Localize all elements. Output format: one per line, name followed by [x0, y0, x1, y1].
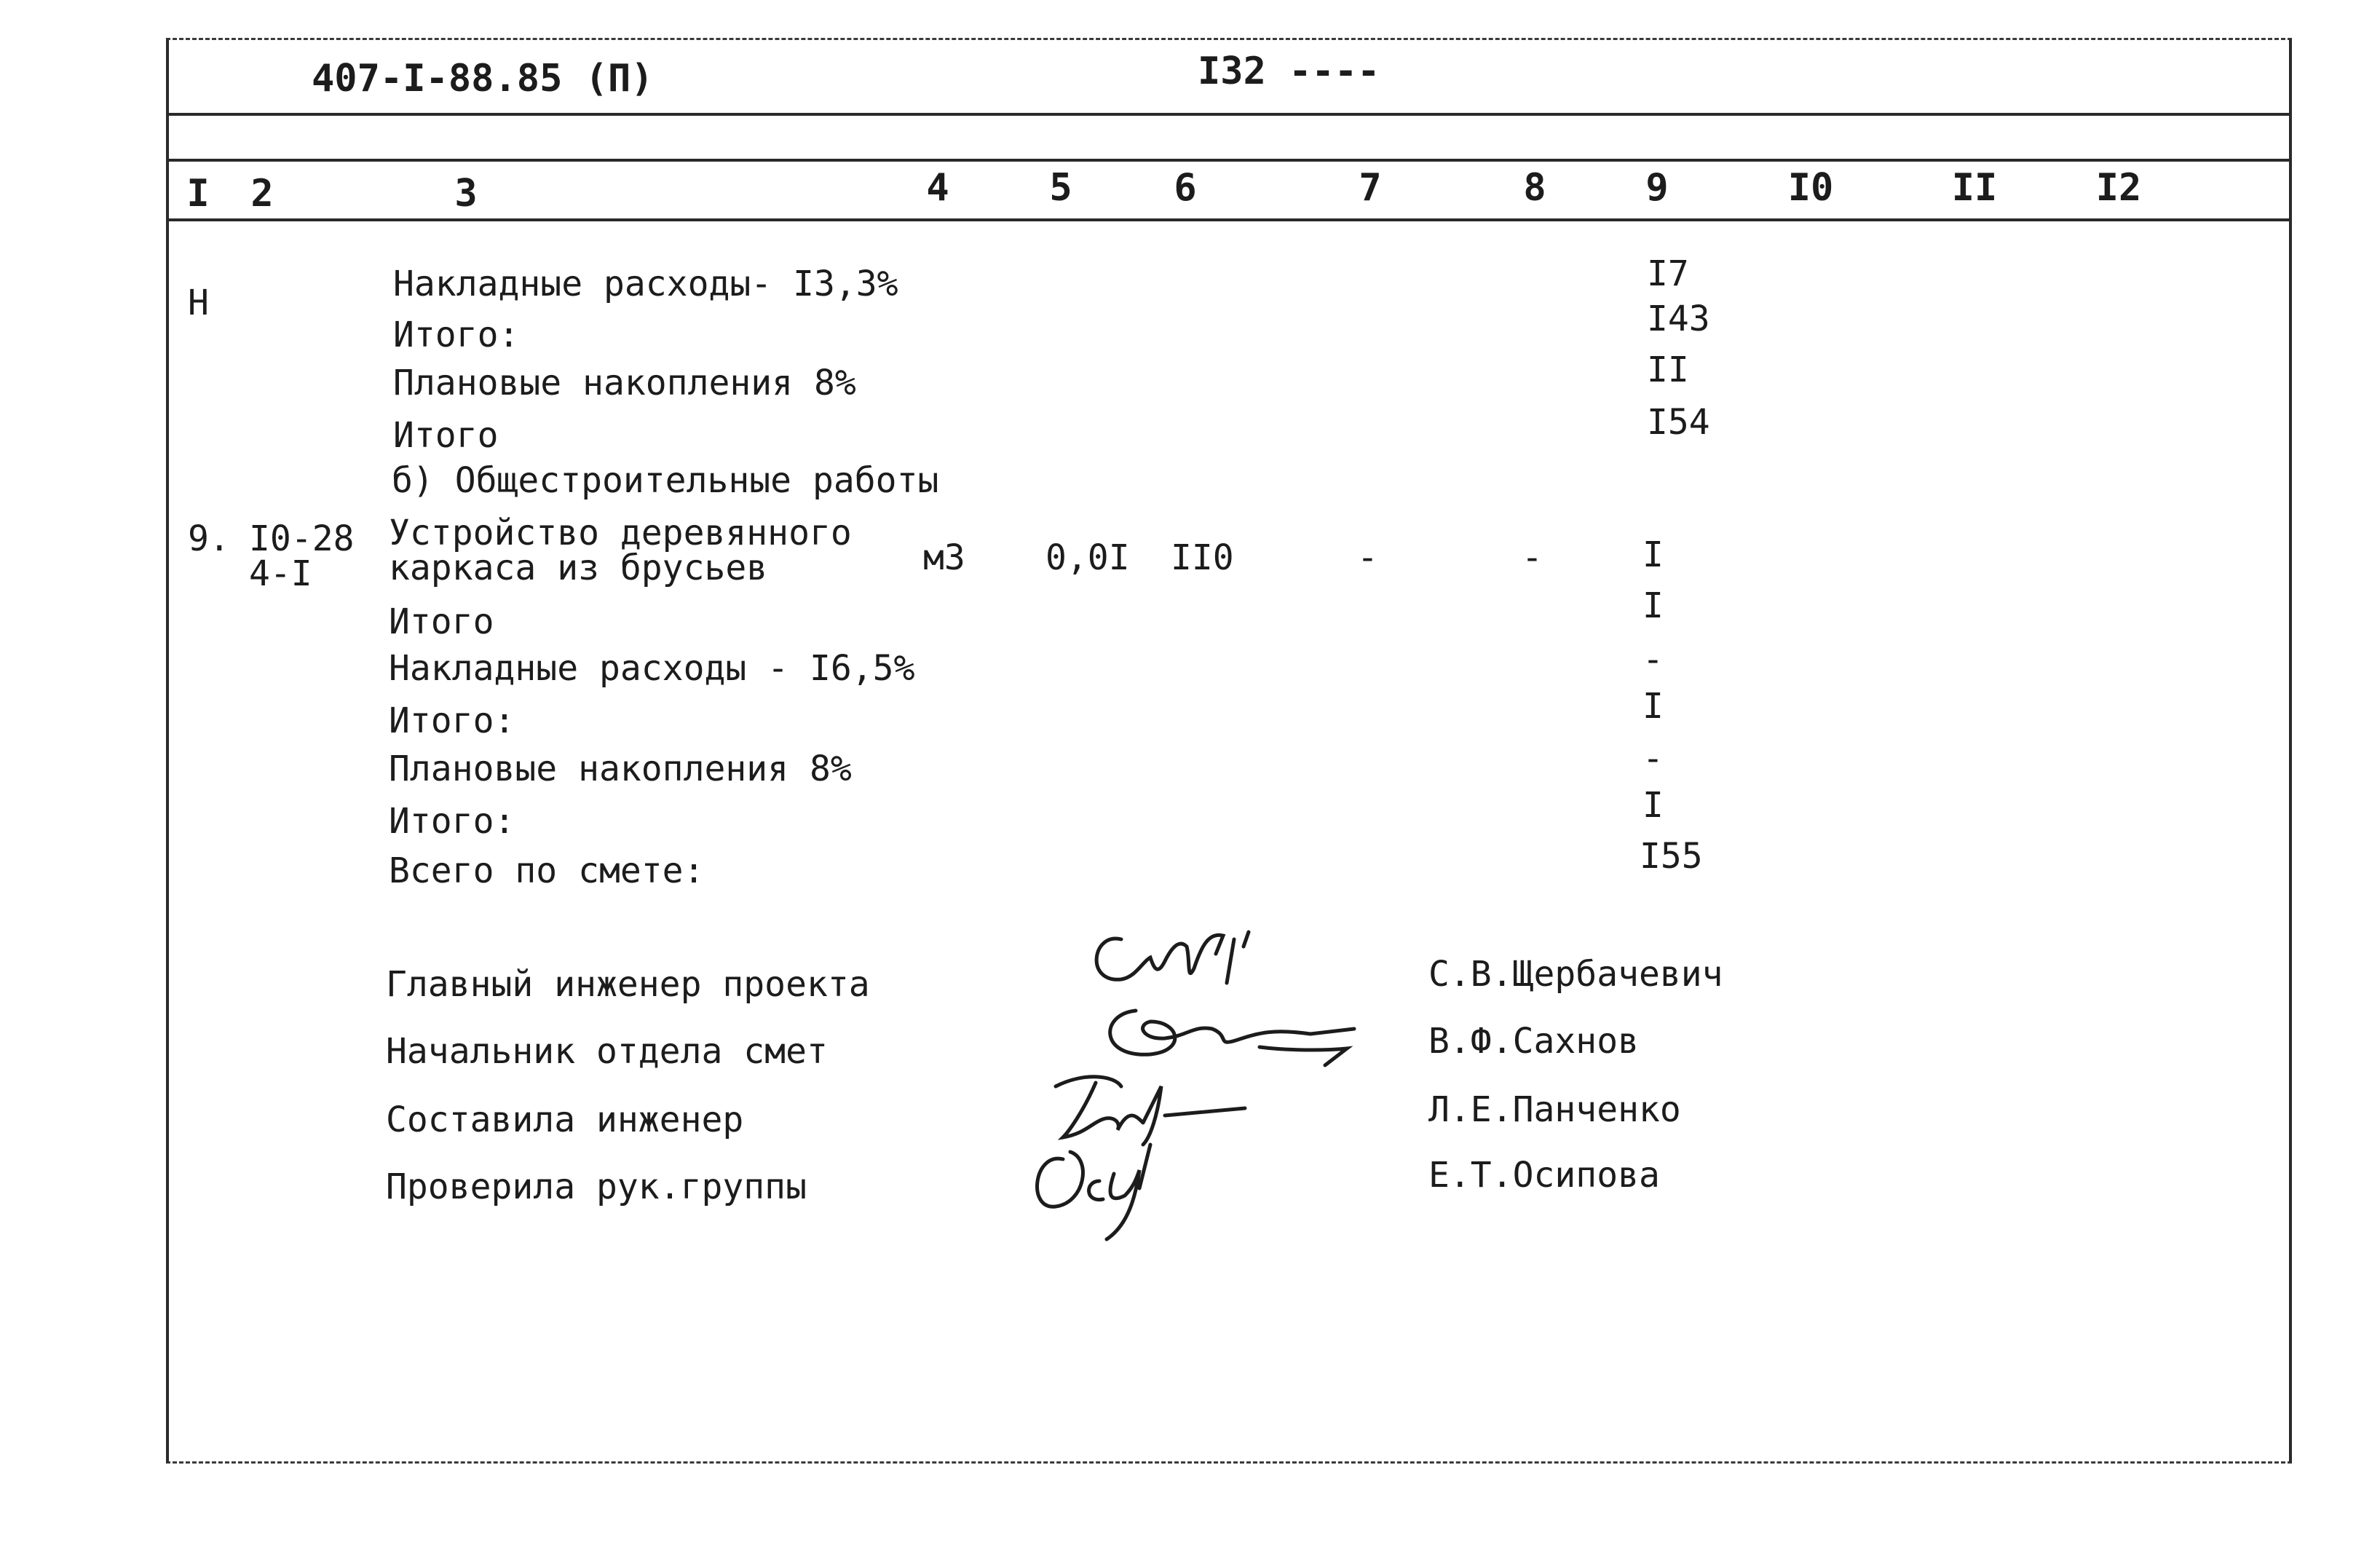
item-price: II0: [1171, 537, 1234, 578]
row-value: I7: [1647, 253, 1689, 294]
signature-name: Е.Т.Осипова: [1428, 1155, 1660, 1196]
row-label: Накладные расходы - I6,5%: [389, 648, 915, 689]
item-code-suffix: 4-I: [249, 553, 312, 594]
row-code: Н: [188, 283, 209, 323]
item-col8: -: [1522, 537, 1543, 578]
column-header: 7: [1359, 166, 1382, 210]
column-header: 8: [1523, 166, 1546, 210]
header-rule-2: [166, 159, 2292, 162]
row-value: -: [1642, 639, 1664, 680]
row-label: Плановые накопления 8%: [393, 363, 856, 403]
column-header: 2: [250, 172, 274, 216]
column-header-rule: [166, 218, 2292, 221]
signature-name: С.В.Щербачевич: [1428, 954, 1723, 995]
handwritten-signature: [1019, 1130, 1209, 1247]
row-value: I: [1642, 785, 1664, 826]
item-name: Устройство деревянного: [389, 513, 852, 553]
row-value: -: [1642, 738, 1664, 779]
column-header: I: [186, 172, 210, 216]
column-header: I0: [1787, 166, 1834, 210]
document-code: 407-I-88.85 (П): [312, 57, 654, 100]
column-header: 5: [1049, 166, 1072, 210]
page-number: I32 ----: [1198, 50, 1380, 93]
row-label: Итого:: [389, 700, 515, 741]
row-value: I: [1642, 686, 1664, 727]
column-header: I2: [2095, 166, 2142, 210]
signature-role: Начальник отдела смет: [386, 1031, 828, 1072]
item-col7: -: [1357, 537, 1378, 578]
row-value: II: [1647, 350, 1689, 390]
handwritten-signature: [1078, 917, 1310, 998]
item-total: I: [1642, 534, 1664, 575]
row-label: Итого: [389, 601, 494, 642]
signature-name: Л.Е.Панченко: [1428, 1089, 1681, 1130]
header-rule: [166, 113, 2292, 116]
item-code: I0-28: [249, 518, 355, 559]
item-number: 9.: [188, 518, 230, 559]
row-label: Всего по смете:: [389, 850, 705, 891]
column-header: 3: [454, 172, 478, 216]
row-label: Итого:: [389, 801, 515, 842]
item-name-cont: каркаса из брусьев: [389, 548, 768, 588]
row-value: I55: [1640, 836, 1703, 877]
signature-role: Составила инженер: [386, 1099, 744, 1140]
row-label: Итого: [393, 415, 499, 456]
row-value: I43: [1647, 299, 1710, 339]
column-header: 6: [1174, 166, 1197, 210]
signature-name: В.Ф.Сахнов: [1428, 1021, 1639, 1062]
row-label: Накладные расходы- I3,3%: [393, 264, 898, 304]
signature-role: Главный инженер проекта: [386, 964, 870, 1005]
row-value: I: [1642, 585, 1664, 626]
column-header: II: [1951, 166, 1998, 210]
item-quantity: 0,0I: [1045, 537, 1130, 578]
row-label: Итого:: [393, 315, 520, 355]
row-label: Плановые накопления 8%: [389, 749, 852, 789]
column-header: 4: [926, 166, 949, 210]
signature-role: Проверила рук.группы: [386, 1166, 807, 1207]
column-header: 9: [1645, 166, 1669, 210]
row-value: I54: [1647, 402, 1710, 443]
item-unit: м3: [923, 537, 965, 578]
section-title: б) Общестроительные работы: [392, 460, 939, 501]
